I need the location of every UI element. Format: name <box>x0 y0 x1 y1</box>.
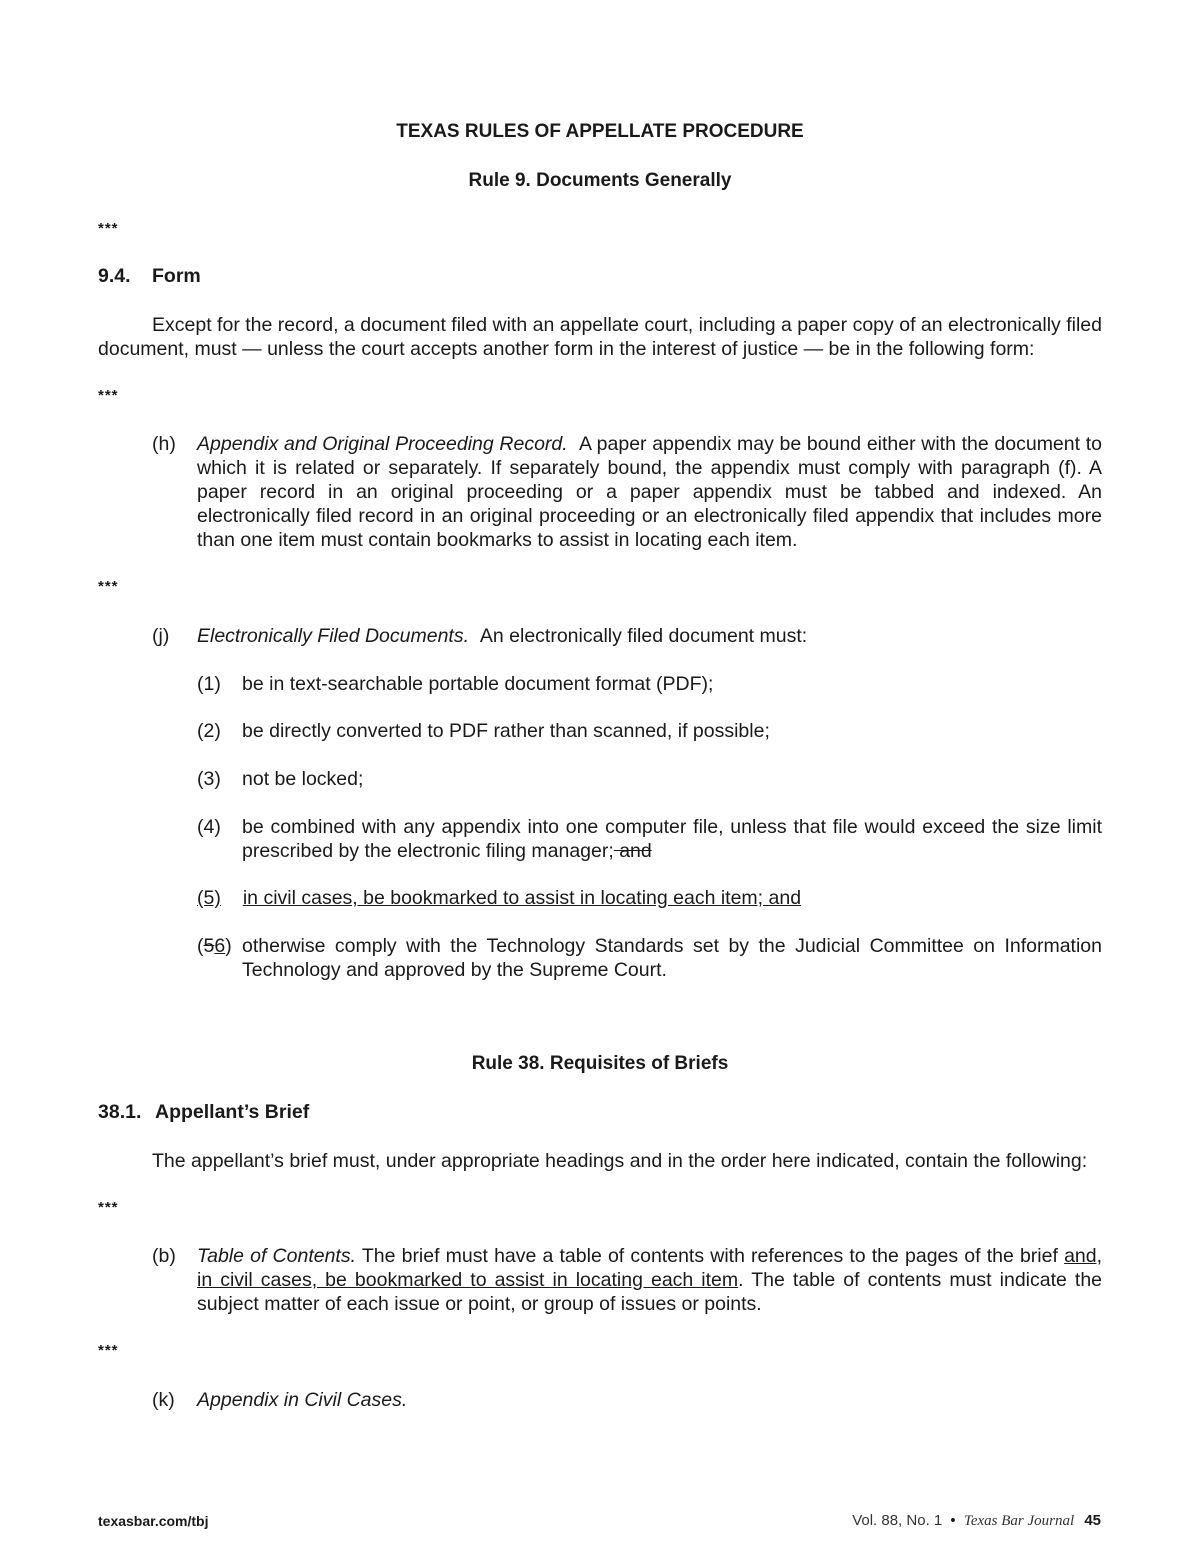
item-j-text: An electronically filed document must: <box>479 625 808 647</box>
subitem-label: (3) <box>197 768 221 790</box>
inserted-text: and, in civil cases, be bookmarked to assist in locating each item <box>197 1245 1103 1291</box>
subitem-text: not be locked; <box>242 768 364 790</box>
section-number: 9.4. <box>98 265 131 287</box>
ellipsis-stars: *** <box>98 1342 119 1359</box>
subitem-text: be combined with any appendix into one computer file, unless that file would exceed the size limit prescribed by the electronic filing manager; <box>242 816 1102 862</box>
struck-label-digit: 5 <box>203 935 215 957</box>
subitem-text: be in text-searchable portable document format (PDF); <box>242 673 714 695</box>
item-b-body: Table of Contents. The brief must have a table of contents with references to the pages of the brief and, in civil cases, be bookmarked to assist in locating each item. The table of contents must indicate the subject matter of each issue or point, or group of issues or points. <box>197 1245 1103 1315</box>
section-intro: The appellant’s brief must, under appropriate headings and in the order here indicated, contain the following: <box>152 1150 1088 1172</box>
subitem-text: be directly converted to PDF rather than scanned, if possible; <box>242 720 770 742</box>
subitem-text: otherwise comply with the Technology Standards set by the Judicial Committee on Information Technology and approved by the Supreme Court. <box>242 935 1102 981</box>
item-label: (h) <box>152 433 176 455</box>
item-j-title: Electronically Filed Documents. <box>197 625 470 647</box>
subitem-4-body <box>242 815 1102 863</box>
footer-bullet: • <box>950 1512 956 1529</box>
footer-journal: Texas Bar Journal <box>963 1513 1075 1529</box>
rule-38-title: Rule 38. Requisites of Briefs <box>471 1053 729 1074</box>
item-j-body <box>197 624 807 648</box>
item-k-title: Appendix in Civil Cases. <box>197 1389 408 1411</box>
section-heading: Form <box>152 265 201 287</box>
footer-volume: Vol. 88, No. 1 <box>852 1512 943 1529</box>
struck-text: and <box>613 840 652 862</box>
item-b-title: Table of Contents. <box>197 1245 357 1267</box>
ellipsis-stars: *** <box>98 578 119 595</box>
subitem-label: (56) <box>197 935 232 957</box>
section-number: 38.1. <box>98 1101 142 1123</box>
section-heading: Appellant’s Brief <box>155 1101 310 1123</box>
subitem-label: (1) <box>197 673 221 695</box>
section-intro: Except for the record, a document filed with an appellate court, including a paper copy of an electronically filed document, must — unless the court accepts another form in the interest of justice — be in the following form: <box>98 314 1102 360</box>
item-h-text: A paper appendix may be bound either with the document to which it is related or separately. If separately bound, the appendix must comply with paragraph (f). A paper record in an original proceeding or a paper appendix must be tabbed and indexed. An electronically filed record in an original proceeding or an electronically filed appendix that includes more than one item must contain bookmarks to assist in locating each item. <box>197 433 1102 551</box>
item-label: (j) <box>152 625 170 647</box>
inserted-subitem <box>197 886 1102 910</box>
ellipsis-stars: *** <box>98 220 119 237</box>
footer-site-link[interactable]: texasbar.com/tbj <box>98 1513 209 1529</box>
subitem-label: (4) <box>197 816 221 838</box>
footer-page-number: 45 <box>1084 1512 1101 1529</box>
item-h-title: Appendix and Original Proceeding Record. <box>197 433 568 455</box>
subitem-label: (2) <box>197 720 221 742</box>
subitem-label: (5) <box>197 887 221 909</box>
footer-citation <box>852 1512 1101 1530</box>
rule-9-title: Rule 9. Documents Generally <box>468 170 732 191</box>
item-label: (b) <box>152 1245 176 1267</box>
inserted-label-digit: 6 <box>214 935 226 957</box>
ellipsis-stars: *** <box>98 387 119 404</box>
item-label: (k) <box>152 1389 175 1411</box>
item-h-body <box>197 432 1102 552</box>
ellipsis-stars: *** <box>98 1199 119 1216</box>
page-title: TEXAS RULES OF APPELLATE PROCEDURE <box>396 121 804 142</box>
subitem-text: in civil cases, be bookmarked to assist in locating each item; and <box>242 887 802 909</box>
